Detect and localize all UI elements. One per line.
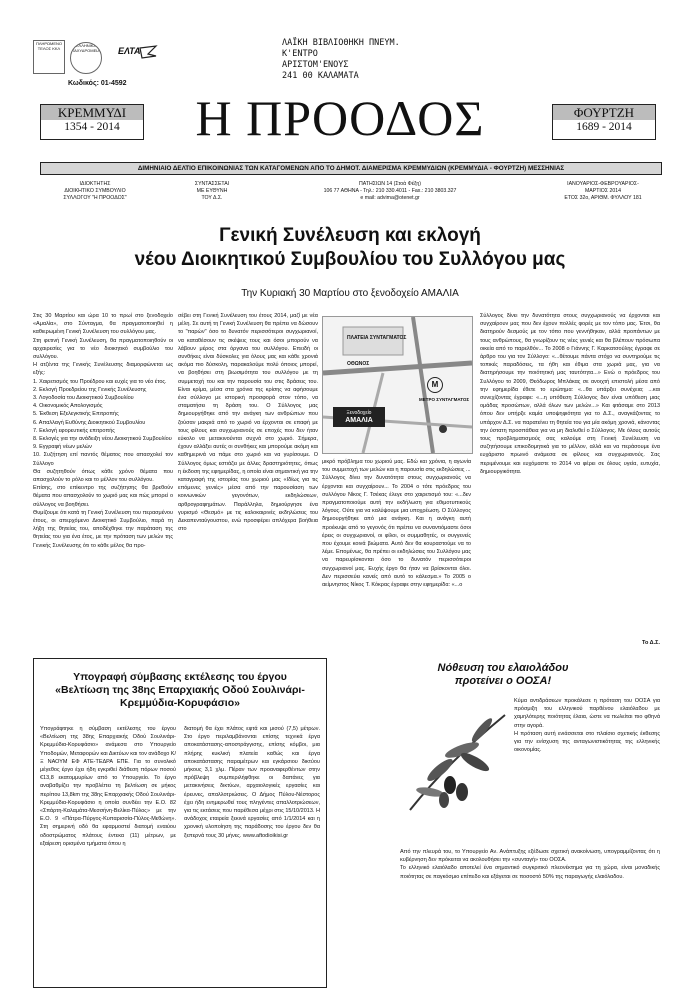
- olive-branch-illustration: [400, 700, 512, 820]
- stamp-line: ΑΡΙΣΤΟΜ'ΕΝΟΥΣ: [282, 60, 349, 70]
- right-village-box: [552, 104, 656, 140]
- agenda-item: 8. Εκλογές για την ανάδειξη νέου Διοικητικού Συμβουλίου: [33, 436, 172, 443]
- paragraph: Θυμίζουμε ότι κατά τη Γενική Συνέλευση του περασμένου έτους, οι απερχόμενο Διοικητικό Συμβούλιο, παρά τη λήξη της θητείας του, αποδέχθηκε την παράταση της θητείας του για ένα έτος, με την πρόταση των μελών της Γενικής Συνέλευσης ότι το κάθε μέλος θα προ-: [33, 509, 173, 549]
- info-line: ΣΥΛΛΟΓΟΥ "Η ΠΡΟΟΔΟΣ": [63, 195, 127, 201]
- olive-branch-icon: [400, 700, 512, 820]
- map-street-label: ΟΘΩΝΟΣ: [347, 361, 370, 367]
- info-address: [290, 181, 490, 202]
- left-village-years: 1354 - 2014: [64, 121, 120, 133]
- agenda-item: 5. Έκθεση Εξελεγκτικής Επιτροπής: [33, 411, 119, 418]
- info-line: ΙΔΙΟΚΤΗΤΗΣ: [79, 181, 111, 187]
- info-line: 106 77 ΑΘΗΝΑ - Τηλ.: 210 330.4011 - Fax.: 210 3803.327: [323, 188, 457, 194]
- oosa-title: [408, 662, 598, 688]
- paragraph: Θα συζητηθούν όπως κάθε χρόνο θέματα που απασχολούν το ρόλο και το μέλλον του συλλόγου.: [33, 468, 173, 484]
- article-column-2: [178, 312, 318, 652]
- map-square-label: ΠΛΑΤΕΙΑ ΣΥΝΤΑΓΜΑΤΟΣ: [347, 335, 407, 341]
- headline-line-1: Γενική Συνέλευση και εκλογή: [219, 225, 481, 246]
- road-column-2: [184, 725, 320, 981]
- info-line: ΜΕ ΕΥΘΥΝΗ: [196, 188, 228, 194]
- paragraph: Από την πλευρά του, το Υπουργείο Αν. Ανάπτυξης εξέδωσε σχετική ανακοίνωση, υπογραμμίζοντας ότι η κυβέρνηση δεν πρόκειται να ακολουθήσει την «συνταγή» του ΟΟΣΑ.: [400, 849, 660, 864]
- info-line: ΙΑΝΟΥΑΡΙΟΣ-ΦΕΒΡΟΥΑΡΙΟΣ-: [567, 181, 639, 187]
- hotel-label-1: Ξενοδοχείο: [346, 410, 372, 416]
- article-column-1: [33, 312, 173, 652]
- right-village-name: ΦΟΥΡΤΖΗ: [553, 105, 655, 120]
- info-line: ΔΙΟΙΚΗΤΙΚΟ ΣΥΜΒΟΥΛΙΟ: [64, 188, 126, 194]
- elta-logo: [110, 44, 160, 68]
- hellenic-post-logo: [70, 42, 102, 74]
- paragraph: Στη φετινή Γενική Συνέλευση, θα πραγματοποιηθούν οι αρχαιρεσίες για το νέο διοικητικό συμβούλιο του συλλόγου.: [33, 337, 173, 361]
- paragraph: Το ελληνικό ελαιόλαδο αποτελεί ένα σημαντικό συγκριτικό πλεονέκτημα για τη χώρα, είναι μοναδικής ποιότητας σε παγκόσμιο επίπεδο και εξάγεται σε ποσοστό 50% της παραγωγής ελαιόλαδου.: [400, 865, 660, 880]
- stamp-line: Κ'ΕΝΤΡΟ: [282, 49, 318, 59]
- info-line: ΕΤΟΣ 32ο, ΑΡΙΘΜ. ΦΥΛΛΟΥ 181: [564, 195, 642, 201]
- paragraph: Σύλλογος δίνει την δυνατότητα στους συγχωριανούς να έρχονται και συγχαίρουν μας που δεν έχουν πολλές φορές με τον τόπο μας. Έτσι, θα διατηρούν δεσμούς με τον τόπο που γεννήθηκαν, αλλά προπάντων με τους ανθρώπους, θα γνωρίζουν τις νέες γενιές και θα βλέπουν πρόσωπα οικεία από το παρελθόν... Το 2008 ο Γιάννης Γ. Καρκατσούλης έγραφε σε άρθρο του για τον Σύλλογο: «...θέτουμε πάντα στόχο να συντηρούμε τις τοπικές παραδόσεις, τα ήθη και έθιμα στα χωριά μας, για να διατηρήσουμε την ποιότητική μας ταυτότητα...» Ενώ ο πρόεδρος του Συλλόγου το 2009, Θεόδωρος Μπλάκας σε ανοιχτή επιστολή μέσα από την εφημερίδα έθετε το ερώτημα: «...θα υπάρξει συνέχεια; ...και συνεχίζοντας έγραφε: «...η υπόθεση Σύλλογος δεν είναι υπόθεση μιας ομάδας προσώπων, αλλά όλων των μελών...» Και φτάσαμε στο 2013 όπου δεν υπήρξε καμία υποψηφιότητα για το Δ.Σ., αναγκάζοντας το υπάρχον Δ.Σ. να παρατείνει τη θητεία του για μία ακόμη χρονιά, κάνοντας την ύστατη προσπάθεια για να μη διαλυθεί ο Σύλλογος. Με όλους αυτούς τους προβληματισμούς σας καλούμε στη Γενική Συνέλευση να συζητήσουμε επικοδομητικά για το μέλλον, αλλά και να περάσουμε ένα ευχάριστο πρωινό ανάμεσα σε φίλους και συγχωριανούς. Σας περιμένουμε και ευχόμαστε το 2014 να φέρει σε όλους υγεία, ευτυχία, δημιουργικότητα.: [480, 313, 660, 475]
- masthead: Η ΠΡΟΟΔΟΣ: [195, 90, 485, 146]
- left-village-box: [40, 104, 144, 140]
- main-headline: [110, 224, 590, 272]
- postage-paid-text: ΠΛΗΡΩΜΕΝΟ ΤΕΛΟΣ ΚΚΛ: [35, 41, 63, 51]
- article-column-4: [480, 312, 660, 640]
- info-line: ΤΟΥ Δ.Σ.: [201, 195, 223, 201]
- road-article-title: [40, 671, 320, 710]
- agenda-item: 3. Λογοδοσία του Διοικητικού Συμβουλίου: [33, 395, 134, 402]
- main-subheadline: Την Κυριακή 30 Μαρτίου στο ξενοδοχείο ΑΜΑΛΙΑ: [241, 288, 459, 299]
- map-metro-label: ΜΕΤΡΟ ΣΥΝΤΑΓΜΑΤΟΣ: [419, 397, 470, 402]
- elta-label: ΕΛΤΑ: [118, 46, 141, 56]
- agenda-item: 2. Εκλογή Προεδρείου της Γενικής Συνέλευσης: [33, 386, 147, 393]
- article-column-2b: [322, 458, 471, 652]
- road-article-box: [33, 658, 327, 988]
- paragraph: σέβει στη Γενική Συνέλευση του έτους 2014, μαζί με νέα μέλη. Σε αυτή τη Γενική Συνέλευση θα πρέπει να δώσουν το "παρών" όσο το δυνατόν περισσότεροι συγχωριανοί, να καταθέσουν τις σκέψεις τους και όσοι μπορούν να λάβουν μέρος στα όργανα του συλλόγου. Επειδή οι συνθήκες είναι δύσκολες για όλους μας και κάθε χρονιά ακόμα πιο δύσκολη, παρακαλούμε πολύ όποιος μπορεί, να βοηθήσει στη βιωσιμότητα του συλλόγου με τη συμμετοχή του και την παρουσία του στις δράσεις του. Είναι κρίμα, μέσα στα χρόνια της κρίσης να αφήσουμε ένα σύλλογο με ιστορική προσφορά στον τόπο, να σταματήσει τη δράση του. Ο Σύλλογος μας δημιουργήθηκε από την ανάγκη των ανθρώπων που ζούσαν μακριά από το χωριό να έρχονται σε επαφή με τους φίλους και συγχωριανούς σε εποχές που δεν ήταν εύκολο να μετακινούνται συχνά στο χωριό. Σήμερα, έχουν αλλάξει αυτές οι συνθήκες και μπορούμε ακόμη και καθημερινά να πάμε στο χωριό και να γυρίσουμε. Ο Σύλλογος όμως εστιάζει με άλλες δραστηριότητες, όπως η έκδοση της εφημερίδας, η οποία είναι σημαντική για την καταγραφή της ιστορίας του χωριού μας «Ιδίως για τις επόμενες γενιές» μέσα από την παρουσίαση των κοινωνικών γεγονότων, εκδηλώσεων, αρθρογραφημάτων. Παράλληλα, δημιούργησε ένα γυρισμό «Θεσμό» με τις καλοκαιρινές εκδηλώσεις του Δεκαπενταύγουστου, ενώ προσφέρει απλόχερα βοήθεια στο: [178, 313, 318, 533]
- paragraph: Η ατζέντα της Γενικής Συνέλευσης διαμορφώνεται ως εξής:: [33, 362, 173, 377]
- hotel-location-map: [322, 316, 473, 454]
- paragraph: Κύμα αντιδράσεων προκάλεσε η πρόταση του ΟΟΣΑ για πρόσμιξη του ελληνικού παρθένου ελαιόλαδου με χαμηλότερης ποιότητας έλαια, ώστε να πωλείται πιο φθηνά στην αγορά.: [514, 698, 660, 729]
- oosa-title-line-1: Νόθευση του ελαιολάδου: [437, 662, 569, 674]
- agenda-item: 9. Εγγραφή νέων μελών: [33, 444, 92, 451]
- road-title-line-1: Υπογραφή σύμβασης εκτέλεσης του έργου: [73, 671, 287, 683]
- oosa-title-line-2: προτείνει ο ΟΟΣΑ!: [454, 675, 552, 687]
- hotel-label-2: ΑΜΑΛΙΑ: [345, 417, 373, 424]
- paragraph: Σύλλογος δίνει την δυνατότητα στους συγχωριανούς να έρχονται και συγχαίρουν... Το 2004 ο τότε πρόεδρος του συλλόγου Νίκος Γ. Τσέκας έλεγε στο χαιρετισμό του: «...δεν πραγματοποιούμε αυτή την εκδήλωση για εθιμοτυπικούς λόγους. Ούτε για να καλύψουμε μια υποχρέωση. Ο Σύλλογος δημιουργήθηκε από μια ανάγκη. Και η ανάγκη αυτή προέκυψε από το γεγονός ότι πρέπει να συναντιόμαστε όσοι έρεις οι συγχωριανοί, οι φίλοι, οι συμμαθητές, οι συγγενείς που έχουμε κοινά βιώματα. Αυτό δεν θα κουραστούμε να το λέμε. Επομένως, θα πρέπει οι εκδηλώσεις του Συλλόγου μας να παρευρίσκονται όσο το δυνατόν περισσότεροι συγχωριανοί μας. Ευχής έργο θα ήταν να βρίσκονται όλοι. Δεν περισσεύει κανείς από αυτό το κάλεσμα.» Το 2005 ο αείμνηστος Νίκος Τ. Κόκρας έγραφε στην εφημερίδα: «...ο: [322, 475, 471, 589]
- hellenic-post-text: ΕΛΛΗΝΙΚΑ ΤΑΧΥΔΡΟΜΕΙΑ: [71, 43, 101, 53]
- road-column-1: [40, 725, 176, 981]
- paragraph: διατομή θα έχει πλάτος εφτά και μισού (7,5) μέτρων. Στο έργο περιλαμβάνονται επίσης τεχνικά έργα αποκατάστασης-αποστράγγισης, επίσης κόμβοι, μια πλήρης κυκλική πλατεία καθώς και έργα αποκατάστασης παραμέτρων και εγκάρσιου δικτύου μήκους 3,1 χλμ. Πέραν των προαναφερθέντων στην πρόβλεψη συμπεριλήφθηκε οι δαπάνες για μετακινήσεις δικτύων, αρχαιολογικές εργασίες και έρευνες, απαλλοτριώσεις. Ο Δήμος Πύλου-Νέστορος έχει ήδη ενημερωθεί τους πληγέντες απαλλοτριώσεων, για τις εκτάσεις που παρέθεσα μέχρι στις 15/10/2013. Η ανάδοχος εταιρεία ξεκινά εργασίες από 1/1/2014 και η χρονική υλοποίηση της παράδοσης του έργου δεν θα ξεπερνά τους 30 μήνες. www.aftodioikisi.gr: [184, 726, 320, 839]
- right-village-years: 1689 - 2014: [576, 121, 632, 133]
- paragraph: Η πρόταση αυτή ενιάσσεται στο πλαίσιο σχετικής έκθεσης για την ενίσχυση της ανταγωνιστικότητας της ελληνικής οικονομίας.: [514, 730, 660, 754]
- info-line: ΠΑΤΗΣΙΩΝ 14 (Στοά Φέξη): [358, 181, 422, 187]
- signature: Το Δ.Σ.: [642, 640, 660, 646]
- road-title-line-3: Κρεμμύδια-Κορυφάσιο»: [120, 697, 240, 709]
- tagline: ΔΙΜΗΝΙΑΙΟ ΔΕΛΤΙΟ ΕΠΙΚΟΙΝΩΝΙΑΣ ΤΩΝ ΚΑΤΑΓΟΜΕΝΩΝ ΑΠΟ ΤΟ ΔΗΜΟΤ. ΔΙΑΜΕΡΙΣΜΑ ΚΡΕΜΜΥΔΙΩΝ (ΚΡΕΜΜΥΔΙΑ - ΦΟΥΡΤΖΗ) ΜΕΣΣΗΝΙΑΣ: [40, 162, 662, 175]
- info-issue: [548, 181, 658, 202]
- postage-paid-logo: [33, 40, 65, 74]
- metro-icon: M: [427, 377, 443, 393]
- agenda-item: 4. Οικονομικός Απολογισμός: [33, 403, 103, 410]
- oosa-column-top: [514, 697, 660, 843]
- paragraph: μικρό πρόβλημα του χωριού μας. Εδώ και χρόνια, η αγωνία του συμμετοχή των μελών και η παρουσία στις εκδηλώσεις ...: [322, 459, 471, 474]
- info-owner: [40, 181, 150, 202]
- map-hotel-marker: [333, 407, 385, 427]
- agenda-item: 7. Εκλογή εφορευτικής επιτροπής: [33, 427, 115, 434]
- info-line: ΣΥΝΤΑΣΣΕΤΑΙ: [194, 181, 230, 187]
- agenda-item: 10. Συζήτηση επί παντός θέματος που απασχολεί τον Σύλλογο: [33, 452, 173, 467]
- stamp-line: ΛΑΪΚΗ ΒΙΒΛΙΟΘΗΚΗ ΠΝΕΥΜ.: [282, 38, 400, 48]
- address-stamp: [282, 38, 422, 82]
- info-line: e mail: advima@otenet.gr: [360, 195, 420, 201]
- agenda-list: [33, 378, 173, 468]
- info-editor: [172, 181, 252, 202]
- left-village-name: ΚΡΕΜΜΥΔΙ: [41, 105, 143, 120]
- agenda-item: 1. Χαιρετισμός του Προέδρου και ευχές για το νέο έτος.: [33, 378, 167, 385]
- postal-code: Κωδικός: 01-4592: [68, 80, 127, 87]
- headline-line-2: νέου Διοικητικού Συμβουλίου του Συλλόγου μας: [134, 249, 566, 270]
- stamp-line: 241 00 ΚΑΛΑΜΑΤΑ: [282, 71, 359, 81]
- road-title-line-2: «Βελτίωση της 38ης Επαρχιακής Οδού Σουλινάρι-: [55, 684, 305, 696]
- oosa-column-bottom: [400, 848, 660, 986]
- paragraph: Επίσης, στο επίκεντρο της συζήτησης θα βρεθούν θέματα που απασχολούν το χωριό μας και πώς μπορεί ο σύλλογος να βοηθήσει.: [33, 485, 173, 508]
- agenda-item: 6. Απαλλαγή Ευθύνης Διοικητικού Συμβουλίου: [33, 419, 146, 426]
- paragraph: Υπογράφτηκε η σύμβαση εκτέλεσης του έργου «Βελτίωση της 38ης Επαρχιακής Οδού Σουλινάρι-Κρεμμύδια-Κορυφάσιο» ανάμεσα στο Υπουργείο Υποδομών, Μεταφορών και Δικτύων και τον ανάδοχο Κ/Ξ ΝΑΟΥΜ ΕΦ ΑΤΕ-ΤΕΔΡΑ ΕΠΕ. Για το συνολικό μέγεθος έργο έχει ήδη εγκριθεί διάθεση πόρων ποσού €13,8 εκατομμυρίων από το Υπουργείο. Το έργο αναβαθμίζει την προβλέπει τη βελτίωση σε μήκος περίπου 13,8km της 38ης Επαρχιακής Οδού Σουλινάρι-Κρεμμύδια-Κορυφάσιο η οποία συνδέει την Ε.Ο. 82 «Σπάρτη-Καλαμάτα-Μεσσήνη-Βελίκα-Πύλος» με την Ε.Ο. 9 «Πάτρα-Πύργος-Κυπαρισσία-Πύλος-Μεθώνη». Στη σημερινή οδό θα εφαρμοστεί διατομή εναιύου οδοστρώματος πλάτους έντεκα (11) μέτρων, με εξαίρεση ορισμένα τμήματα όπου η: [40, 726, 176, 847]
- info-line: ΜΑΡΤΙΟΣ 2014: [584, 188, 622, 194]
- paragraph: Στις 30 Μαρτίου και ώρα 10 το πρωί στο ξενοδοχείο «Αμαλία», στο Σύνταγμα, θα πραγματοποιηθεί η καθιερωμένη Γενική Συνέλευση του συλλόγου μας.: [33, 313, 173, 336]
